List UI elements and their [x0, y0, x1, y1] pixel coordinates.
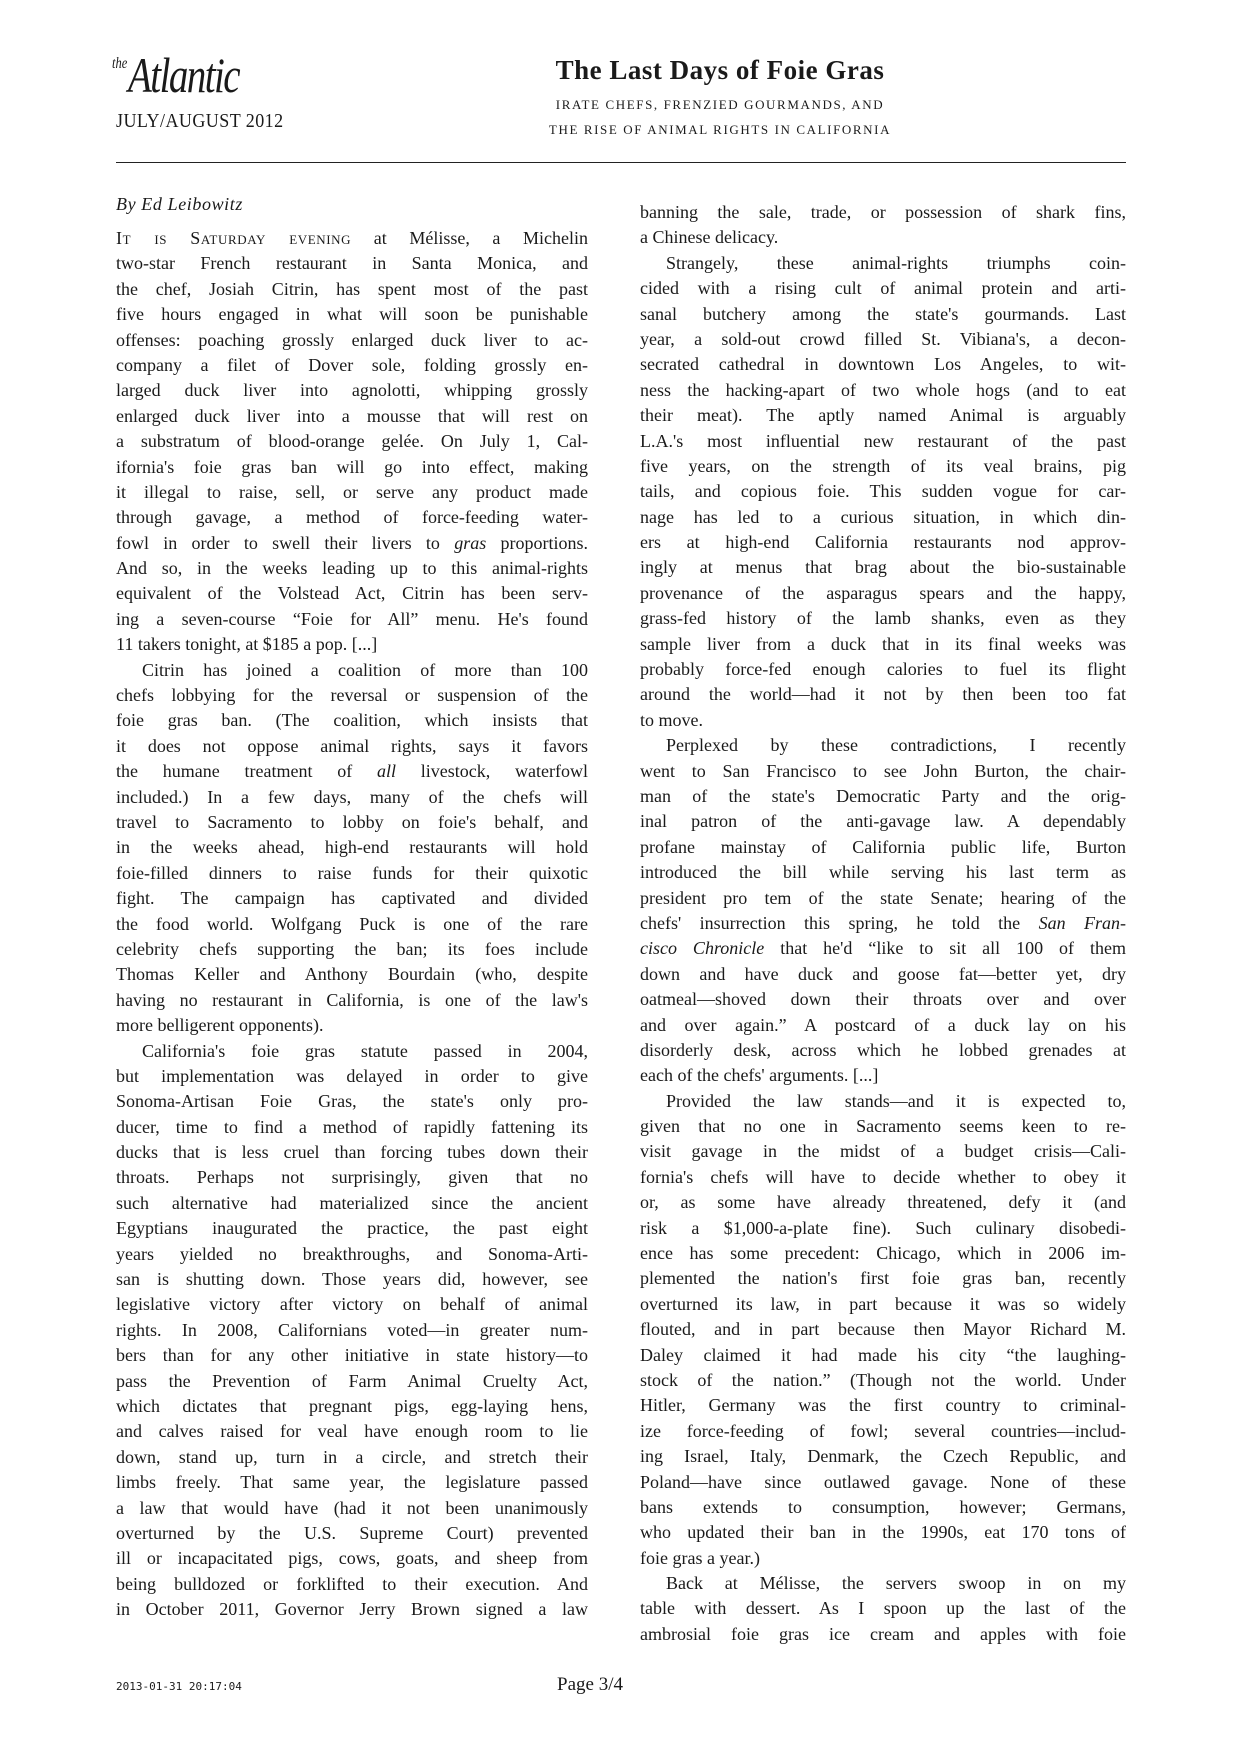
text-line: president pro tem of the state Senate; hearing of the — [640, 887, 1126, 908]
text-line: Back at Mélisse, the servers swoop in on my — [666, 1573, 1126, 1594]
text-line: a substratum of blood-orange gelée. On July 1, Cal- — [116, 431, 588, 452]
text-line: year, a sold-out crowd filled St. Vibiana's, a decon- — [640, 328, 1126, 349]
text-line: legislative victory after victory on behalf of animal — [116, 1294, 588, 1315]
text-line: Sonoma-Artisan Foie Gras, the state's only pro- — [116, 1091, 588, 1112]
text-line: more belligerent opponents). — [116, 1015, 324, 1036]
article-column-right — [640, 200, 1126, 1647]
issue-date: JULY/AUGUST 2012 — [116, 110, 284, 132]
text-line: san is shutting down. Those years did, however, see — [116, 1269, 588, 1290]
text-line: overturned by the U.S. Supreme Court) prevented — [116, 1522, 588, 1543]
text-line: larged duck liver into agnolotti, whipping grossly — [116, 380, 588, 401]
text-line — [116, 226, 588, 251]
text-line: Citrin has joined a coalition of more than 100 — [142, 659, 588, 680]
byline: By Ed Leibowitz — [116, 194, 243, 214]
article-column-left — [116, 226, 588, 1622]
text-line: Provided the law stands—and it is expected to, — [666, 1090, 1126, 1111]
text-line: bans extends to consumption, however; Germans, — [640, 1496, 1126, 1517]
text-line: company a filet of Dover sole, folding grossly en- — [116, 354, 588, 375]
text-line: flouted, and in part because then Mayor Richard M. — [640, 1319, 1126, 1340]
lead-in-text: It is Saturday evening — [116, 228, 352, 248]
text-line: tails, and copious foie. This sudden vogue for car- — [640, 481, 1126, 502]
text-line: travel to Sacramento to lobby on foie's behalf, and — [116, 811, 588, 832]
text-line: man of the state's Democratic Party and the orig- — [640, 785, 1126, 806]
subtitle-line: IRATE CHEFS, FRENZIED GOURMANDS, AND — [555, 97, 885, 112]
logo-wordmark: Atlantic — [128, 47, 240, 103]
text-line: included.) In a few days, many of the chefs will — [116, 786, 588, 807]
text-line: it illegal to raise, sell, or serve any product made — [116, 481, 588, 502]
text-line: banning the sale, trade, or possession of shark fins, — [640, 202, 1126, 222]
text-line: throats. Perhaps not surprisingly, given that no — [116, 1167, 588, 1188]
text-line: to move. — [640, 709, 703, 730]
text-line: plemented the nation's first foie gras ban, recently — [640, 1268, 1126, 1289]
text-line: such alternative had materialized since the ancient — [116, 1192, 588, 1213]
text-line: And so, in the weeks leading up to this animal-rights — [116, 558, 588, 579]
text-line: cided with a rising cult of animal protein and arti- — [640, 278, 1126, 299]
text-line: fornia's chefs will have to decide whether to obey it — [640, 1166, 1126, 1187]
text-line: disorderly desk, across which he lobbed grenades at — [640, 1039, 1126, 1060]
text-line: ence has some precedent: Chicago, which in 2006 im- — [640, 1243, 1126, 1264]
text-line: enlarged duck liver into a mousse that will rest on — [116, 405, 588, 426]
text-line: sample liver from a duck that in its final weeks was — [640, 633, 1126, 654]
text-line: inal patron of the anti-gavage law. A dependably — [640, 811, 1126, 832]
text-line: ness the hacking-apart of two whole hogs (and to eat — [640, 379, 1126, 400]
text-line: given that no one in Sacramento seems keen to re- — [640, 1116, 1126, 1137]
text-line: provenance of the asparagus spears and the happy, — [640, 582, 1126, 603]
text-line — [116, 531, 588, 556]
emphasis-text: cisco Chronicle — [640, 938, 765, 959]
page-number: Page 3/4 — [557, 1674, 623, 1695]
article-subtitle — [470, 92, 970, 142]
text-line: ill or incapacitated pigs, cows, goats, and sheep from — [116, 1548, 588, 1569]
header-rule — [116, 162, 1126, 163]
text-line: pass the Prevention of Farm Animal Cruelty Act, — [116, 1370, 588, 1391]
text-segment: that he'd “like to sit all 100 of them — [764, 938, 1126, 959]
text-line: five years, on the strength of its veal brains, pig — [640, 455, 1126, 476]
text-line: in the weeks ahead, high-end restaurants will hold — [116, 837, 588, 858]
text-line: secrated cathedral in downtown Los Angeles, to wit- — [640, 354, 1126, 375]
text-line: ize force-feeding of fowl; several countries—includ- — [640, 1420, 1126, 1441]
text-line: Poland—have since outlawed gavage. None of these — [640, 1471, 1126, 1492]
text-line: Egyptians inaugurated the practice, the past eight — [116, 1218, 588, 1239]
text-line: ing Israel, Italy, Denmark, the Czech Republic, and — [640, 1446, 1126, 1467]
text-line: ducks that is less cruel than forcing tubes down their — [116, 1142, 588, 1163]
text-line: grass-fed history of the lamb shanks, even as they — [640, 608, 1126, 629]
emphasis-text: gras — [454, 532, 487, 553]
print-timestamp: 2013-01-31 20:17:04 — [116, 1680, 242, 1693]
text-line — [640, 936, 1126, 961]
text-line: two-star French restaurant in Santa Monica, and — [116, 253, 588, 274]
text-line: down and have duck and goose fat—better yet, dry — [640, 963, 1126, 984]
text-line: probably force-fed enough calories to fuel its flight — [640, 659, 1126, 680]
text-line: each of the chefs' arguments. [...] — [640, 1065, 879, 1086]
text-line: Hitler, Germany was the first country to criminal- — [640, 1395, 1126, 1416]
text-line: stock of the nation.” (Though not the world. Under — [640, 1369, 1126, 1390]
text-line: through gavage, a method of force-feeding water- — [116, 507, 588, 528]
article-title: The Last Days of Foie Gras — [555, 55, 885, 85]
text-line: profane mainstay of California public life, Burton — [640, 836, 1126, 857]
text-segment: chefs' insurrection this spring, he told the — [640, 912, 1039, 933]
text-line: Strangely, these animal-rights triumphs coin- — [666, 252, 1126, 273]
text-line: a law that would have (had it not been unanimously — [116, 1497, 588, 1518]
text-line: being bulldozed or forklifted to their execution. And — [116, 1573, 588, 1594]
text-line: fight. The campaign has captivated and divided — [116, 888, 588, 909]
text-line: ifornia's foie gras ban will go into effect, making — [116, 456, 588, 477]
text-line: nage has led to a curious situation, in which din- — [640, 506, 1126, 527]
text-line: risk a $1,000-a-plate fine). Such culinary disobedi- — [640, 1217, 1126, 1238]
text-line: but implementation was delayed in order to give — [116, 1065, 588, 1086]
text-line: table with dessert. As I spoon up the last of the — [640, 1598, 1126, 1619]
text-line: ers at high-end California restaurants nod approv- — [640, 532, 1126, 553]
text-line: the chef, Josiah Citrin, has spent most of the past — [116, 278, 588, 299]
text-line: visit gavage in the midst of a budget crisis—Cali- — [640, 1141, 1126, 1162]
text-line: having no restaurant in California, is one of the law's — [116, 989, 588, 1010]
text-line: around the world—had it not by then been too fat — [640, 684, 1126, 705]
text-line: limbs freely. That same year, the legislature passed — [116, 1472, 588, 1493]
text-line: equivalent of the Volstead Act, Citrin has been serv- — [116, 583, 588, 604]
text-line: which dictates that pregnant pigs, egg-laying hens, — [116, 1395, 588, 1416]
text-line: foie gras ban. (The coalition, which insists that — [116, 710, 588, 731]
text-line — [116, 759, 588, 784]
text-line: introduced the bill while serving his last term as — [640, 862, 1126, 883]
text-line: Daley claimed it had made his city “the laughing- — [640, 1344, 1126, 1365]
text-line: California's foie gras statute passed in 2004, — [142, 1040, 588, 1061]
text-line: foie-filled dinners to raise funds for their quixotic — [116, 862, 588, 883]
text-line: in October 2011, Governor Jerry Brown signed a law — [116, 1599, 588, 1620]
text-line: five hours engaged in what will soon be punishable — [116, 304, 588, 325]
logo-prefix: the — [112, 55, 128, 72]
atlantic-logo — [112, 47, 240, 103]
text-line: L.A.'s most influential new restaurant of the past — [640, 430, 1126, 451]
text-line: went to San Francisco to see John Burton, the chair- — [640, 760, 1126, 781]
text-line — [640, 911, 1126, 936]
text-line: rights. In 2008, Californians voted—in greater num- — [116, 1319, 588, 1340]
text-segment: at Mélisse, a Michelin — [351, 228, 588, 248]
text-line: ducer, time to find a method of rapidly fattening its — [116, 1116, 588, 1137]
text-line: a Chinese delicacy. — [640, 227, 779, 248]
text-line: oatmeal—shoved down their throats over and over — [640, 989, 1126, 1010]
text-line: ambrosial foie gras ice cream and apples with foie — [640, 1623, 1126, 1644]
subtitle-line: THE RISE OF ANIMAL RIGHTS IN CALIFORNIA — [548, 122, 892, 137]
text-line: 11 takers tonight, at $185 a pop. [...] — [116, 634, 378, 655]
text-line: it does not oppose animal rights, says it favors — [116, 735, 588, 756]
text-line: offenses: poaching grossly enlarged duck liver to ac- — [116, 329, 588, 350]
text-line: Perplexed by these contradictions, I recently — [666, 735, 1126, 756]
text-line: ing a seven-course “Foie for All” menu. He's found — [116, 608, 588, 629]
text-line: years yielded no breakthroughs, and Sonoma-Arti- — [116, 1243, 588, 1264]
text-segment: fowl in order to swell their livers to — [116, 532, 455, 553]
text-line: or, as some have already threatened, defy it (and — [640, 1192, 1126, 1213]
text-line: the food world. Wolfgang Puck is one of the rare — [116, 913, 588, 934]
text-segment: proportions. — [486, 532, 588, 553]
text-line: ingly at menus that brag about the bio-sustainable — [640, 557, 1126, 578]
text-line: who updated their ban in the 1990s, eat 170 tons of — [640, 1522, 1126, 1543]
emphasis-text: all — [377, 761, 397, 782]
text-segment: livestock, waterfowl — [396, 761, 588, 782]
text-line: chefs lobbying for the reversal or suspension of the — [116, 685, 588, 706]
emphasis-text: San Fran- — [1038, 912, 1127, 933]
text-segment: the humane treatment of — [116, 761, 377, 782]
text-line: Thomas Keller and Anthony Bourdain (who, despite — [116, 964, 588, 985]
text-line: their meat). The aptly named Animal is arguably — [640, 405, 1126, 426]
text-line: sanal butchery among the state's gourmands. Last — [640, 303, 1126, 324]
text-line: overturned its law, in part because it was so widely — [640, 1293, 1126, 1314]
text-line: foie gras a year.) — [640, 1547, 760, 1568]
text-line: and calves raised for veal have enough room to lie — [116, 1421, 588, 1442]
text-line: and over again.” A postcard of a duck lay on his — [640, 1014, 1126, 1035]
text-line: bers than for any other initiative in state history—to — [116, 1345, 588, 1366]
text-line: down, stand up, turn in a circle, and stretch their — [116, 1446, 588, 1467]
text-line: celebrity chefs supporting the ban; its foes include — [116, 938, 588, 959]
